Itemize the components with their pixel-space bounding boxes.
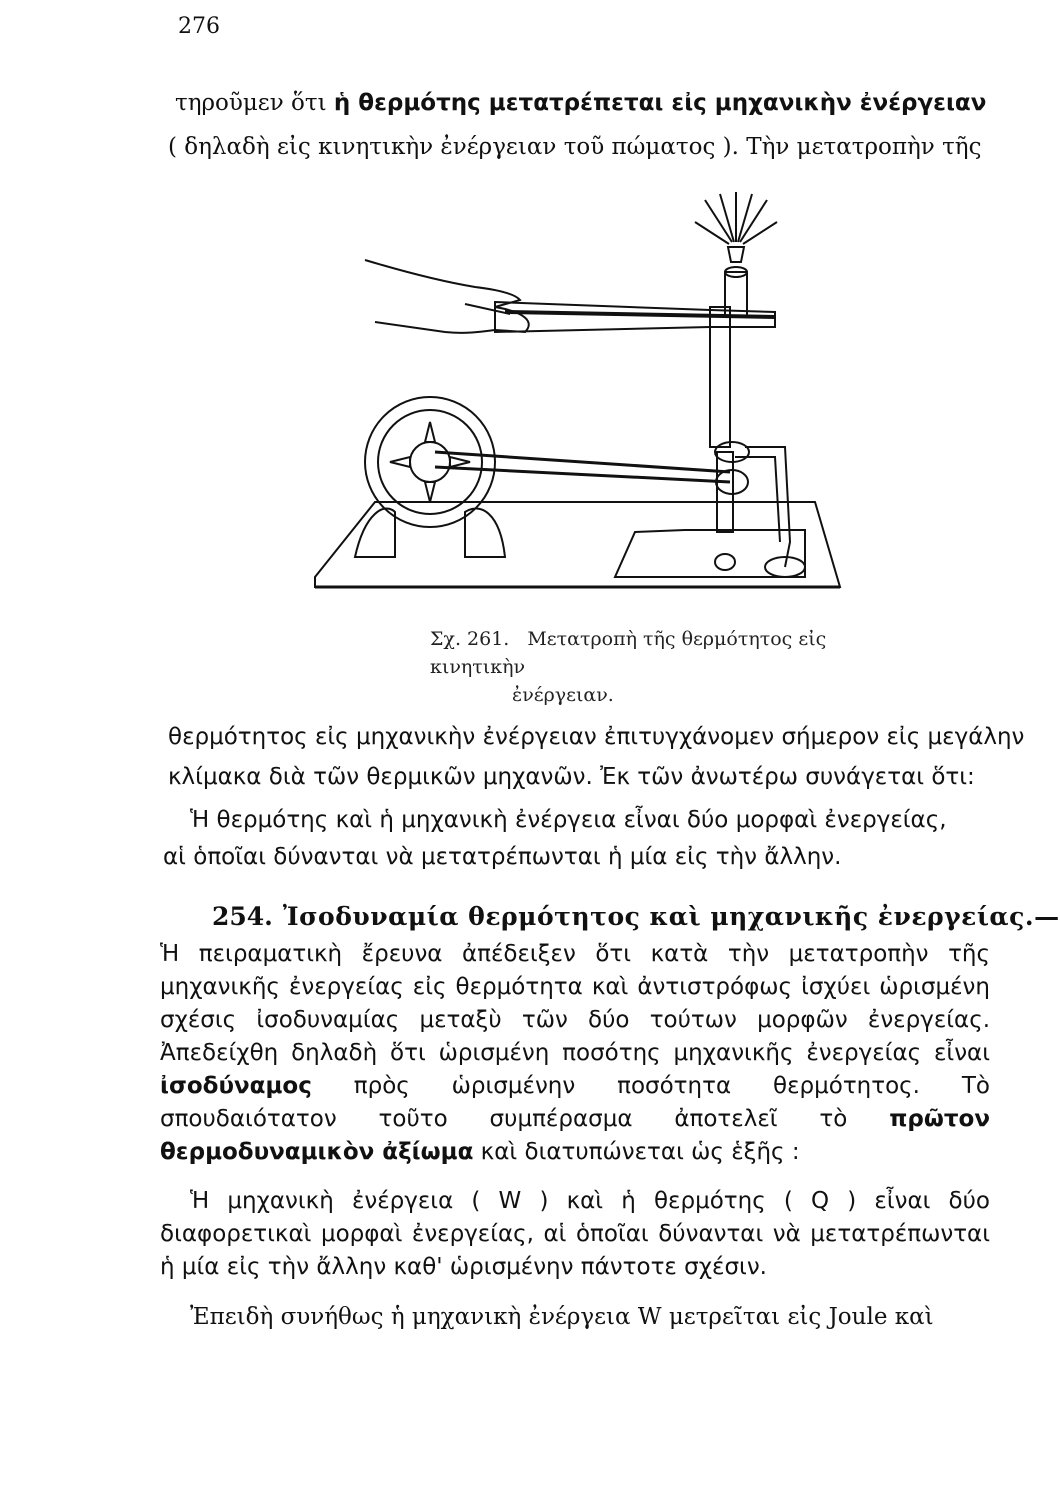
heat-engine-figure [295,182,875,627]
intro-line-1 [175,88,986,118]
last-line: Ἐπειδὴ συνήθως ἡ μηχανικὴ ἐνέργεια W μετρεῖται εἰς Joule καὶ [190,1304,934,1330]
para2-bold-b: πρῶτον θερμοδυναμικὸν ἀξίωμα [160,1106,990,1165]
principle1-line-2: αἱ ὁποῖαι δύνανται νὰ μετατρέπωνται ἡ μία εἰς τὴν ἄλλην. [163,844,842,870]
figure-caption-continuation: ἐνέργειαν. [512,684,614,706]
figure-label: Σχ. 261. [430,628,510,650]
principle1-line-1: Ἡ θερμότης καὶ ἡ μηχανικὴ ἐνέργεια εἶναι δύο μορφαὶ ἐνεργείας, [190,807,947,833]
para2-text-b: πρὸς ὡρισμένην ποσότητα θερμότητος. Τὸ σπουδαιότατον τοῦτο συμπέρασμα ἀποτελεῖ τὸ [160,1073,990,1132]
para2-bold-a: ἰσοδύναμος [160,1073,312,1099]
para2-text-c: καὶ διατυπώνεται ὡς ἑξῆς : [473,1139,800,1165]
figure-caption [430,625,870,709]
section-number: 254. [212,902,273,931]
figure-caption-text: Μετατροπὴ τῆς θερμότητος εἰς κινητικὴν [430,628,827,678]
para1-line-2: κλίμακα διὰ τῶν θερμικῶν μηχανῶν. Ἐκ τῶν ἀνωτέρω συνάγεται ὅτι: [168,764,975,790]
intro-line-2: ( δηλαδὴ εἰς κινητικὴν ἐνέργειαν τοῦ πώματος ). Τὴν μετατροπὴν τῆς [168,134,982,160]
para2 [160,938,990,1169]
section-title: Ἰσοδυναμία θερμότητος καὶ μηχανικῆς ἐνεργείας.— [282,902,1060,931]
page-number: 276 [178,14,220,39]
principle2: Ἡ μηχανικὴ ἐνέργεια ( W ) καὶ ἡ θερμότης ( Q ) εἶναι δύο διαφορετικαὶ μορφαὶ ἐνεργείας, αἱ ὁποῖαι δύνανται νὰ μετατρέπωνται ἡ μία εἰς τὴν ἄλλην καθ' ὡρισμένην πάντοτε σχέσιν. [160,1188,990,1280]
para2-text-a: Ἡ πειραματικὴ ἔρευνα ἀπέδειξεν ὅτι κατὰ τὴν μετατροπὴν τῆς μηχανικῆς ἐνεργείας εἰς θερμότητα καὶ ἀντιστρόφως ἰσχύει ὡρισμένη σχέσις ἰσοδυναμίας μεταξὺ τῶν δύο τούτων μορφῶν ἐνεργείας. Ἀπεδείχθη δηλαδὴ ὅτι ὡρισμένη ποσότης μηχανικῆς ἐνεργείας εἶναι [160,941,990,1066]
section-heading [212,902,1060,931]
intro-text: τηροῦμεν ὅτι [175,90,334,116]
para1-line-1: θερμότητος εἰς μηχανικὴν ἐνέργειαν ἐπιτυγχάνομεν σήμερον εἰς μεγάλην [168,724,1025,750]
intro-bold-statement: ἡ θερμότης μετατρέπεται εἰς μηχανικὴν ἐνέργειαν [333,90,987,116]
